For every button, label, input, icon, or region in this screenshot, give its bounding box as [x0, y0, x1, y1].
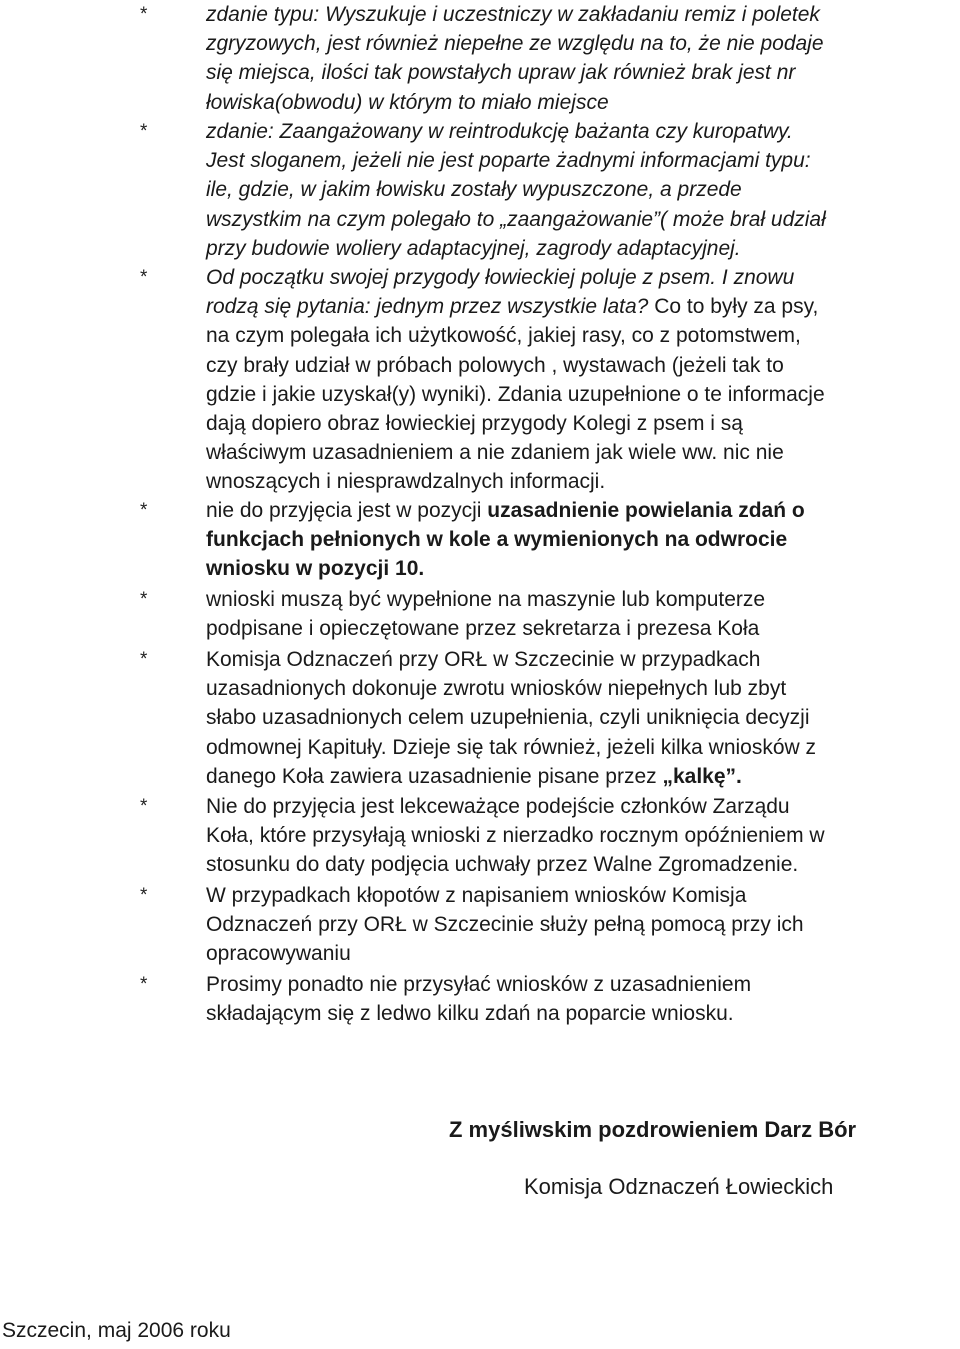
text-fragment: gdzie i jakie uzyskał(y) wyniki).: [206, 382, 492, 406]
bullet-asterisk-icon: *: [140, 4, 148, 25]
text-line: ile, gdzie, w jakim łowisku zostały wypuszczone, a przede: [206, 178, 742, 202]
bullet-asterisk-icon: *: [140, 649, 148, 670]
text-line: Od początku swojej przygody łowieckiej poluje z psem. I znowu: [206, 266, 795, 289]
text-fragment-bold: uzasadnienie powielania zdań o: [487, 499, 805, 522]
bullet-asterisk-icon: *: [140, 974, 148, 995]
text-line: Odznaczeń przy ORŁ w Szczecinie służy pełną pomocą przy ich: [206, 913, 804, 937]
text-line: zdanie: Zaangażowany w reintrodukcję bażanta czy kuropatwy.: [206, 120, 793, 143]
text-line: składającym się z ledwo kilku zdań na poparcie wniosku.: [206, 1002, 734, 1026]
bullet-asterisk-icon: *: [140, 796, 148, 817]
text-fragment: rodzą się pytania: jednym przez wszystkie lata?: [206, 295, 649, 319]
text-line: Jest sloganem, jeżeli nie jest poparte żadnymi informacjami typu:: [206, 149, 811, 173]
list-item-text: [206, 645, 950, 791]
list-item-text: [206, 970, 950, 1028]
text-line: wnoszących i niesprawdzalnych informacji.: [206, 470, 606, 494]
text-line: słabo uzasadnionych celem uzupełnienia, czyli uniknięcia decyzji: [206, 706, 810, 730]
list-item-text: [206, 117, 950, 263]
text-line: na czym polegała ich użytkowość, jakiej rasy, co z potomstwem,: [206, 324, 801, 348]
text-line: [206, 762, 950, 791]
bullet-asterisk-icon: *: [140, 589, 148, 610]
text-line: Prosimy ponadto nie przysyłać wniosków z uzasadnieniem: [206, 973, 752, 996]
text-line: Koła, które przysyłają wnioski z nierzadko rocznym opóźnieniem w: [206, 824, 825, 848]
text-line: zgryzowych, jest również niepełne ze względu na to, że nie podaje: [206, 32, 824, 56]
text-line: dają dopiero obraz łowieckiej przygody Kolegi z psem i są: [206, 412, 743, 436]
text-line-bold: wniosku w pozycji 10.: [206, 557, 425, 581]
bullet-asterisk-icon: *: [140, 500, 148, 521]
text-line: odmownej Kapituły. Dzieje się tak również, jeżeli kilka wniosków z: [206, 735, 817, 759]
text-line: zdanie typu: Wyszukuje i uczestniczy w zakładaniu remiz i poletek: [206, 3, 820, 26]
text-line: łowiska(obwodu) w którym to miało miejsce: [206, 90, 609, 114]
text-fragment: Zdania uzupełnione o te informacje: [491, 382, 825, 406]
bullet-asterisk-icon: *: [140, 885, 148, 906]
list-item-text: [206, 881, 950, 969]
text-fragment: danego Koła zawiera uzasadnienie pisane przez: [206, 764, 663, 788]
list-item-text: [206, 0, 950, 117]
text-line: Nie do przyjęcia jest lekceważące podejście członków Zarządu: [206, 795, 790, 818]
bullet-asterisk-icon: *: [140, 121, 148, 142]
text-line: się miejsca, ilości tak powstałych upraw jak również brak jest nr: [206, 61, 796, 85]
list-item-text: [206, 585, 950, 643]
text-line: podpisane i opieczętowane przez sekretarza i prezesa Koła: [206, 617, 760, 641]
list-item-text: [206, 496, 950, 584]
text-line: Komisja Odznaczeń przy ORŁ w Szczecinie w przypadkach: [206, 648, 761, 671]
text-line-bold: funkcjach pełnionych w kole a wymienionych na odwrocie: [206, 528, 788, 552]
text-line: opracowywaniu: [206, 942, 351, 966]
text-line: wszystkim na czym polegało to „zaangażowanie”( może brał udział: [206, 207, 826, 231]
place-date: Szczecin, maj 2006 roku: [2, 1319, 231, 1342]
text-line: W przypadkach kłopotów z napisaniem wniosków Komisja: [206, 884, 747, 907]
text-line: czy brały udział w próbach polowych , wystawach (jeżeli tak to: [206, 353, 784, 377]
list-item-text: [206, 263, 950, 497]
text-line: [206, 292, 950, 321]
committee-name: Komisja Odznaczeń Łowieckich: [524, 1174, 834, 1199]
closing-greeting: Z myśliwskim pozdrowieniem Darz Bór: [449, 1117, 857, 1142]
text-fragment-bold: „kalkę”.: [662, 764, 742, 788]
text-line: właściwym uzasadnieniem a nie zdaniem jak wiele ww. nic nie: [206, 441, 784, 465]
list-item-text: [206, 792, 950, 880]
bullet-asterisk-icon: *: [140, 267, 148, 288]
text-fragment: nie do przyjęcia jest w pozycji: [206, 499, 488, 522]
text-line: [206, 496, 950, 525]
text-line: przy budowie woliery adaptacyjnej, zagrody adaptacyjnej.: [206, 236, 741, 260]
text-line: [206, 380, 950, 409]
text-line: wnioski muszą być wypełnione na maszynie lub komputerze: [206, 588, 766, 611]
text-line: stosunku do daty podjęcia uchwały przez Walne Zgromadzenie.: [206, 853, 799, 877]
text-fragment: Co to były za psy,: [648, 295, 819, 319]
text-line: uzasadnionych dokonuje zwrotu wniosków niepełnych lub zbyt: [206, 677, 787, 701]
